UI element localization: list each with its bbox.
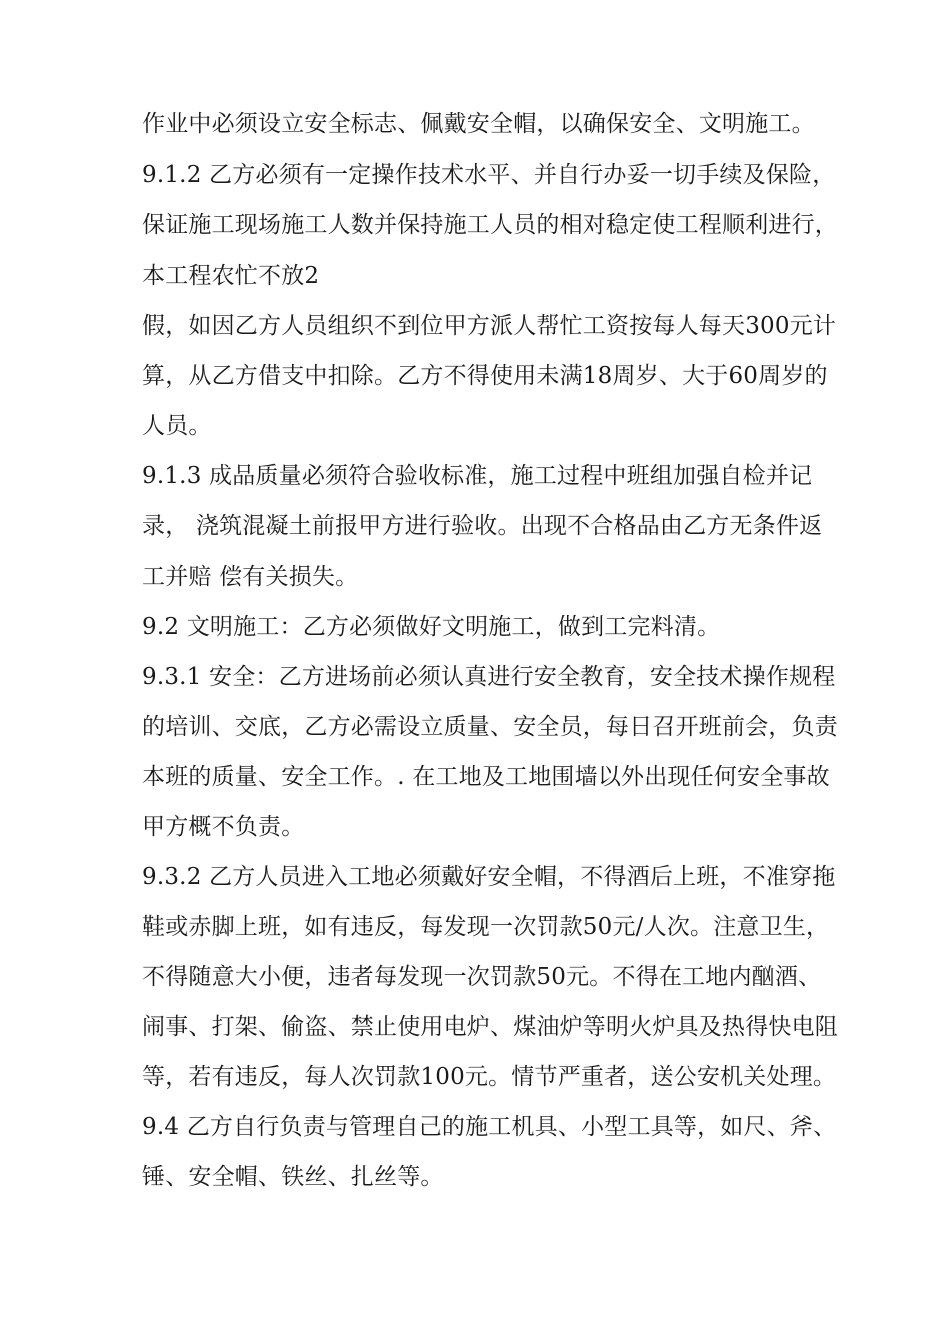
text-line: 9.3.2 乙方人员进入工地必须戴好安全帽，不得酒后上班，不准穿拖 <box>142 864 836 890</box>
text-line: 的培训、交底，乙方必需设立质量、安全员，每日召开班前会，负责 <box>142 714 838 740</box>
text-line: 9.3.1 安全：乙方进场前必须认真进行安全教育，安全技术操作规程 <box>142 664 836 690</box>
text-line: 人员。 <box>142 413 212 439</box>
text-line: 算，从乙方借支中扣除。乙方不得使用未满18周岁、大于60周岁的 <box>142 363 828 389</box>
text-line: 录， 浇筑混凝土前报甲方进行验收。出现不合格品由乙方无条件返 <box>142 513 823 539</box>
text-line: 鞋或赤脚上班，如有违反，每发现一次罚款50元/人次。注意卫生， <box>142 914 830 940</box>
text-line: 本工程农忙不放2 <box>142 263 320 289</box>
text-line: 不得随意大小便，违者每发现一次罚款50元。不得在工地内酗酒、 <box>142 964 822 990</box>
text-line: 工并赔 偿有关损失。 <box>142 564 359 590</box>
text-line: 甲方概不负责。 <box>142 814 305 840</box>
text-line: 闹事、打架、偷盗、禁止使用电炉、煤油炉等明火炉具及热得快电阻 <box>142 1014 838 1040</box>
text-line: 9.2 文明施工：乙方必须做好文明施工，做到工完料清。 <box>142 614 721 640</box>
text-line: 9.4 乙方自行负责与管理自己的施工机具、小型工具等，如尺、斧、 <box>142 1114 837 1140</box>
text-line: 假，如因乙方人员组织不到位甲方派人帮忙工资按每人每天300元计 <box>142 313 837 339</box>
text-line: 9.1.3 成品质量必须符合验收标准，施工过程中班组加强自检并记 <box>142 463 813 489</box>
text-line: 保证施工现场施工人数并保持施工人员的相对稳定使工程顺利进行， <box>142 212 838 238</box>
text-line: 等，若有违反，每人次罚款100元。情节严重者，送公安机关处理。 <box>142 1064 837 1090</box>
text-line: 锤、安全帽、铁丝、扎丝等。 <box>142 1164 444 1190</box>
text-line: 本班的质量、安全工作。. 在工地及工地围墙以外出现任何安全事故 <box>142 764 830 790</box>
text-line: 作业中必须设立安全标志、佩戴安全帽，以确保安全、文明施工。 <box>142 111 815 137</box>
text-line: 9.1.2 乙方必须有一定操作技术水平、并自行办妥一切手续及保险， <box>142 162 836 188</box>
